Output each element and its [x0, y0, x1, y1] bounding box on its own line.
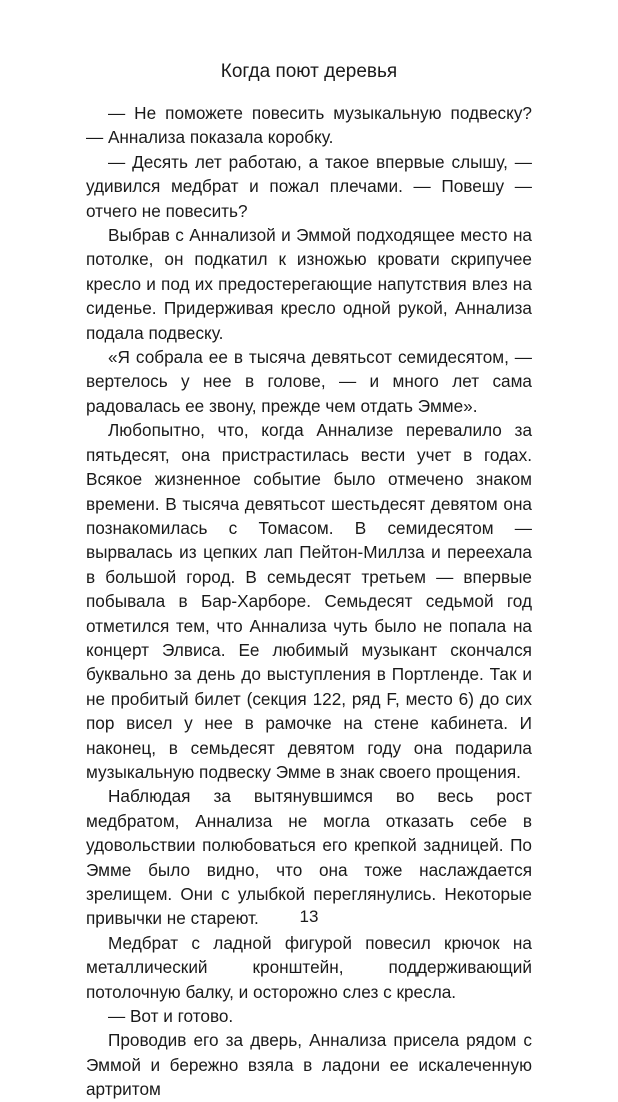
paragraph: Любопытно, что, когда Аннализе перевалило за пятьдесят, она пристрастилась вести учет в годах. Всякое жизненное событие было отмечено знаком времени. В тысяча девятьсот шестьдесят девятом она познакомилась с Томасом. В семидесятом — вырвалась из цепких лап Пейтон-Миллза и переехала в большой город. В семьдесят третьем — впервые побывала в Бар-Харборе. Семьдесят седьмой год отметился тем, что Аннализа чуть было не попала на концерт Элвиса. Ее любимый музыкант скончался буквально за день до выступления в Портленде. Так и не пробитый билет (секция 122, ряд F, место 6) до сих пор висел у нее в рамочке на стене кабинета. И наконец, в семьдесят девятом году она подарила музыкальную подвеску Эмме в знак своего прощения. [86, 420, 532, 782]
running-header [0, 60, 618, 84]
paragraph: Выбрав с Аннализой и Эммой подходящее место на потолке, он подкатил к изножью кровати скрипучее кресло и под их предостерегающие напутствия влез на сиденье. Придерживая кресло одной рукой, Аннализа подала подвеску. [86, 225, 532, 343]
paragraph: — Вот и готово. [108, 1006, 234, 1027]
paragraph: Проводив его за дверь, Аннализа присела рядом с Эммой и бережно взяла в ладони ее искалеченную артритом [86, 1030, 532, 1100]
paragraph: — Не поможете повесить музыкальную подвеску? — Аннализа показала коробку. [86, 103, 532, 148]
book-title: Когда поют деревья [220, 61, 398, 82]
paragraph: Медбрат с ладной фигурой повесил крючок на металлический кронштейн, поддерживающий потолочную балку, и осторожно слез с кресла. [86, 932, 532, 1002]
paragraph: Наблюдая за вытянувшимся во весь рост медбратом, Аннализа не могла отказать себе в удовольствии полюбоваться его крепкой задницей. По Эмме было видно, что она тоже наслаждается зрелищем. Они с улыбкой переглянулись. Некоторые привычки не стареют. [86, 786, 532, 929]
body-text [86, 101, 532, 1102]
page-number: 13 [299, 907, 319, 926]
paragraph: «Я собрала ее в тысяча девятьсот семидесятом, — вертелось у нее в голове, — и много лет сама радовалась ее звону, прежде чем отдать Эмме». [86, 347, 532, 416]
paragraph: — Десять лет работаю, а такое впервые слышу, — удивился медбрат и пожал плечами. — Повешу — отчего не повесить? [86, 151, 532, 221]
